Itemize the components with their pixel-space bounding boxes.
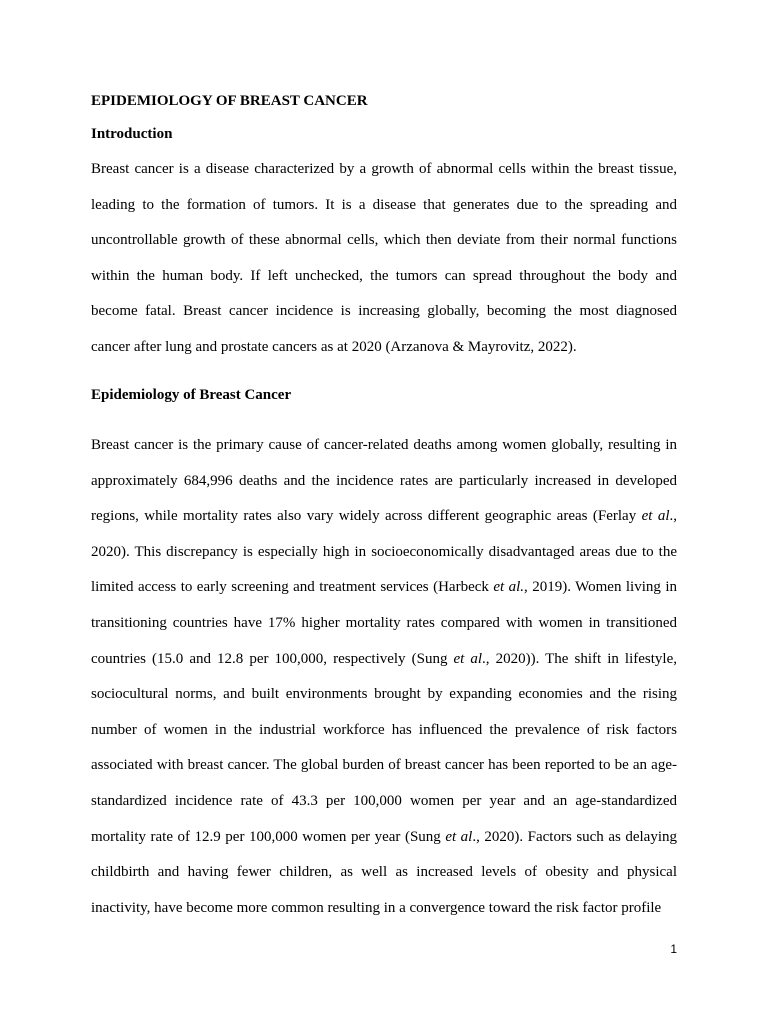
text-run: inactivity, have become more common resulting in a convergence toward the risk factor profile bbox=[91, 899, 662, 916]
paragraph-epidemiology bbox=[91, 435, 677, 933]
text-line bbox=[91, 613, 677, 649]
text-line bbox=[91, 862, 677, 898]
text-line bbox=[91, 649, 677, 685]
text-run: transitioning countries have 17% higher mortality rates compared with women in transitioned bbox=[91, 614, 677, 631]
text-line bbox=[91, 159, 677, 195]
text-line bbox=[91, 301, 677, 337]
text-run: cancer after lung and prostate cancers as at 2020 (Arzanova & Mayrovitz, 2022). bbox=[91, 338, 577, 355]
italic-text: et al bbox=[453, 650, 483, 667]
text-line bbox=[91, 195, 677, 231]
text-run: regions, while mortality rates also vary widely across different geographic areas (Ferlay bbox=[91, 508, 642, 525]
text-run: , 2019). Women living in bbox=[524, 579, 678, 596]
text-run: countries (15.0 and 12.8 per 100,000, respectively (Sung bbox=[91, 650, 454, 667]
text-line bbox=[91, 542, 677, 578]
text-run: number of women in the industrial workforce has influenced the prevalence of risk factors bbox=[91, 721, 677, 738]
text-line bbox=[91, 337, 677, 373]
text-run: Breast cancer is the primary cause of cancer-related deaths among women globally, resulting in bbox=[91, 437, 677, 453]
text-line bbox=[91, 898, 677, 934]
text-line bbox=[91, 684, 677, 720]
text-line bbox=[91, 577, 677, 613]
page-number: 1 bbox=[670, 942, 677, 956]
text-run: leading to the formation of tumors. It is a disease that generates due to the spreading and bbox=[91, 196, 677, 213]
italic-text: et al. bbox=[493, 579, 525, 596]
text-line bbox=[91, 755, 677, 791]
text-line bbox=[91, 435, 677, 471]
text-run: mortality rate of 12.9 per 100,000 women per year (Sung bbox=[91, 828, 446, 845]
text-run: childbirth and having fewer children, as well as increased levels of obesity and physical bbox=[91, 864, 677, 881]
text-run: Breast cancer is a disease characterized by a growth of abnormal cells within the breast tissue, bbox=[91, 161, 677, 177]
text-line bbox=[91, 791, 677, 827]
text-run: associated with breast cancer. The global burden of breast cancer has been reported to be an age- bbox=[91, 757, 677, 774]
text-run: ., 2020)). The shift in lifestyle, bbox=[482, 650, 677, 667]
text-run: ., bbox=[669, 508, 677, 525]
text-run: within the human body. If left unchecked, the tumors can spread throughout the body and bbox=[91, 267, 677, 284]
text-line bbox=[91, 266, 677, 302]
text-line bbox=[91, 471, 677, 507]
text-run: standardized incidence rate of 43.3 per 100,000 women per year and an age-standardized bbox=[91, 792, 677, 809]
text-run: limited access to early screening and treatment services (Harbeck bbox=[91, 579, 494, 596]
text-line bbox=[91, 230, 677, 266]
section-heading-introduction: Introduction bbox=[91, 126, 173, 142]
text-line bbox=[91, 720, 677, 756]
italic-text: et al bbox=[641, 508, 670, 525]
section-heading-epidemiology: Epidemiology of Breast Cancer bbox=[91, 387, 292, 403]
document-title: EPIDEMIOLOGY OF BREAST CANCER bbox=[91, 93, 368, 109]
italic-text: et al bbox=[445, 828, 473, 845]
text-run: approximately 684,996 deaths and the incidence rates are particularly increased in developed bbox=[91, 472, 677, 489]
text-run: 2020). This discrepancy is especially high in socioeconomically disadvantaged areas due to the bbox=[91, 543, 677, 560]
text-line bbox=[91, 827, 677, 863]
text-run: ., 2020). Factors such as delaying bbox=[472, 828, 678, 845]
paragraph-introduction bbox=[91, 159, 677, 373]
text-run: become fatal. Breast cancer incidence is increasing globally, becoming the most diagnosed bbox=[91, 303, 677, 320]
text-line bbox=[91, 506, 677, 542]
text-run: sociocultural norms, and built environments brought by expanding economies and the rising bbox=[91, 686, 677, 703]
text-run: uncontrollable growth of these abnormal cells, which then deviate from their normal functions bbox=[91, 232, 677, 249]
